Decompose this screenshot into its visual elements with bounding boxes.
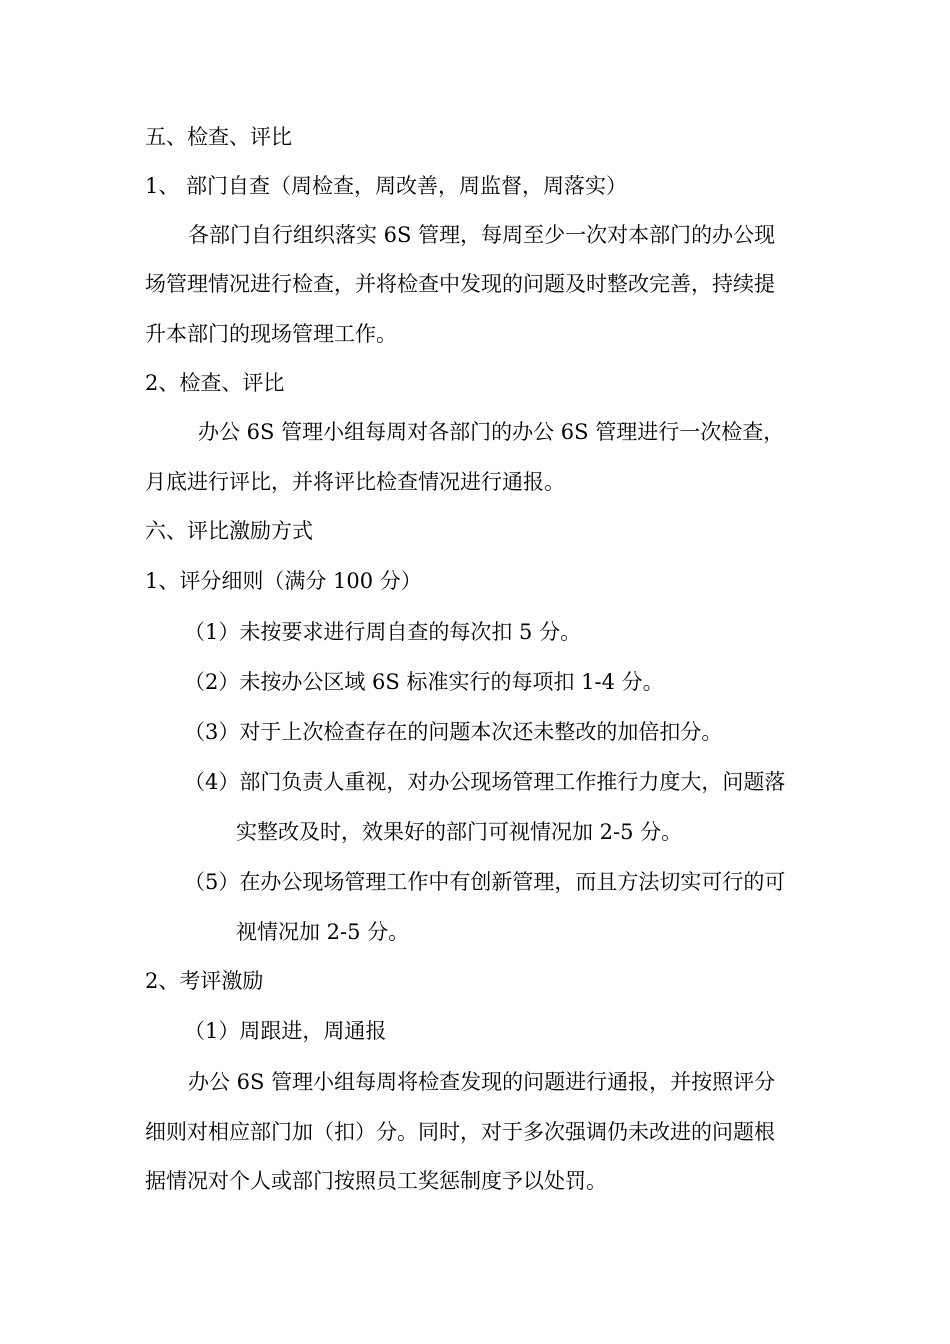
section-5-heading: 五、检查、评比	[145, 125, 292, 149]
section-5-item-1-para-line-2: 场管理情况进行检查，并将检查中发现的问题及时整改完善，持续提	[145, 272, 775, 296]
section-5-item-2-title: 2、检查、评比	[145, 371, 285, 395]
rule-3: （3）对于上次检查存在的问题本次还未整改的加倍扣分。	[184, 720, 723, 744]
section-6-item-2-sub-1: （1）周跟进，周通报	[184, 1019, 387, 1043]
section-5-item-1-para-line-1: 各部门自行组织落实 6S 管理，每周至少一次对本部门的办公现	[188, 223, 776, 247]
rule-4-line-2: 实整改及时，效果好的部门可视情况加 2-5 分。	[236, 820, 683, 844]
rule-5-line-1: （5）在办公现场管理工作中有创新管理，而且方法切实可行的可	[184, 870, 786, 894]
section-5-item-1-para-line-3: 升本部门的现场管理工作。	[145, 322, 397, 346]
section-6-item-2-para-line-1: 办公 6S 管理小组每周将检查发现的问题进行通报，并按照评分	[188, 1070, 776, 1094]
section-6-heading: 六、评比激励方式	[145, 519, 313, 543]
section-5-item-2-para-line-1: 办公 6S 管理小组每周对各部门的办公 6S 管理进行一次检查，	[198, 420, 785, 444]
rule-4-line-1: （4）部门负责人重视，对办公现场管理工作推行力度大，问题落	[184, 770, 786, 794]
section-6-item-1-title: 1、评分细则（满分 100 分）	[145, 569, 422, 593]
rule-1: （1）未按要求进行周自查的每次扣 5 分。	[184, 620, 582, 644]
section-6-item-2-para-line-3: 据情况对个人或部门按照员工奖惩制度予以处罚。	[145, 1169, 607, 1193]
rule-2: （2）未按办公区域 6S 标准实行的每项扣 1-4 分。	[184, 670, 664, 694]
section-6-item-2-title: 2、考评激励	[145, 969, 264, 993]
section-5-item-2-para-line-2: 月底进行评比，并将评比检查情况进行通报。	[145, 470, 565, 494]
rule-5-line-2: 视情况加 2-5 分。	[236, 920, 410, 944]
section-5-item-1-title: 1、 部门自查（周检查，周改善，周监督，周落实）	[145, 174, 628, 198]
section-6-item-2-para-line-2: 细则对相应部门加（扣）分。同时，对于多次强调仍未改进的问题根	[145, 1120, 775, 1144]
